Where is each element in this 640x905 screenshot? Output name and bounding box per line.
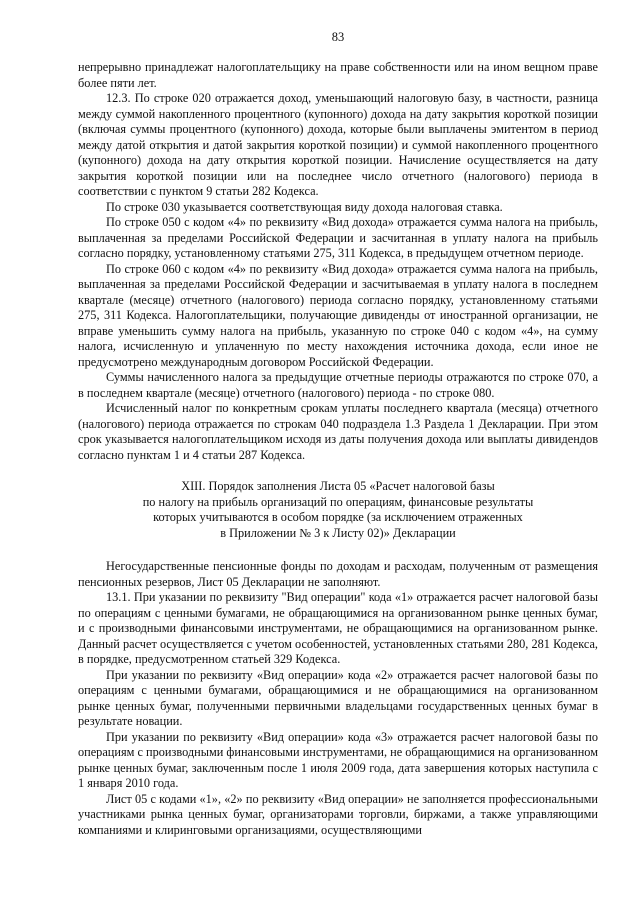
paragraph: 12.3. По строке 020 отражается доход, уменьшающий налоговую базу, в частности, разница между суммой накопленного процентного (купонного) дохода на дату закрытия короткой позиции (включая суммы процентного (купонного) дохода, которые были выплачены эмитентом в период между датой открытия и датой закрытия короткой позиции) и суммой накопленного процентного (купонного) дохода на дату открытия короткой позиции. Начисление осуществляется на дату закрытия короткой позиции или на последнее число отчетного (налогового) периода в соответствии с пунктом 9 статьи 282 Кодекса.	[78, 91, 598, 198]
section-heading-line: в Приложении № 3 к Листу 02)» Декларации	[220, 525, 456, 540]
paragraph: По строке 060 с кодом «4» по реквизиту «Вид дохода» отражается сумма налога на прибыль, выплаченная за пределами Российской Федерации и засчитываемая в уплату налога в последнем квартале (месяце) отчетного (налогового) периода согласно порядку, установленному статьями 275, 311 Кодекса. Налогоплательщики, получающие дивиденды от иностранной организации, не вправе уменьшить сумму налога на прибыль, указанную по строке 040 с кодом «4», на сумму налога, исчисленную и уплаченную по месту нахождения источника дохода, если иное не предусмотрено международным договором Российской Федерации.	[78, 261, 598, 369]
body-text-after	[78, 559, 598, 838]
section-heading-line: которых учитываются в особом порядке (за исключением отраженных	[153, 510, 523, 524]
paragraph-continuation: непрерывно принадлежат налогоплательщику на праве собственности или на ином вещном праве более пяти лет.	[78, 60, 598, 90]
paragraph: Суммы начисленного налога за предыдущие отчетные периоды отражаются по строке 070, а в последнем квартале (месяце) отчетного (налогового) периода - по строке 080.	[78, 370, 598, 400]
paragraph: 13.1. При указании по реквизиту "Вид операции" кода «1» отражается расчет налоговой базы по операциям с ценными бумагами, не обращающимися на организованном рынке ценных бумаг, и с производными финансовыми инструментами, не обращающимися на организованном рынке. Данный расчет осуществляется с учетом особенностей, установленных статьями 280, 281 Кодекса, в порядке, предусмотренном статьей 329 Кодекса.	[78, 590, 598, 666]
paragraph: По строке 050 с кодом «4» по реквизиту «Вид дохода» отражается сумма налога на прибыль, выплаченная за пределами Российской Федерации и засчитанная в уплату налога на прибыль согласно порядку, установленному статьями 275, 311 Кодекса, в предыдущем отчетном периоде.	[78, 215, 598, 260]
paragraph: Негосударственные пенсионные фонды по доходам и расходам, полученным от размещения пенсионных резервов, Лист 05 Декларации не заполняют.	[78, 559, 598, 589]
section-heading-line: XIII. Порядок заполнения Листа 05 «Расчет налоговой базы	[181, 479, 495, 493]
body-text-before	[78, 60, 598, 463]
page-number: 83	[331, 30, 345, 44]
paragraph: По строке 030 указывается соответствующая виду дохода налоговая ставка.	[106, 199, 503, 214]
paragraph: При указании по реквизиту «Вид операции» кода «3» отражается расчет налоговой базы по операциям с производными финансовыми инструментами, не обращающимися на организованном рынке ценных бумаг, заключенным после 1 июля 2009 года, дата завершения которых наступила с 1 января 2010 года.	[78, 729, 598, 790]
section-heading	[78, 479, 598, 541]
paragraph: Исчисленный налог по конкретным срокам уплаты последнего квартала (месяца) отчетного (налогового) периода отражается по строкам 040 подраздела 1.3 Раздела 1 Декларации. При этом срок указывается налогоплательщиком исходя из даты получения дохода или выплаты дивидендов согласно пунктам 1 и 4 статьи 287 Кодекса.	[78, 401, 598, 462]
section-heading-line: по налогу на прибыль организаций по операциям, финансовые результаты	[142, 494, 534, 509]
paragraph: Лист 05 с кодами «1», «2» по реквизиту «Вид операции» не заполняется профессиональными участниками рынка ценных бумаг, организаторами торговли, биржами, а также управляющими компаниями и клиринговыми организациями, осуществляющими	[78, 791, 598, 837]
paragraph: При указании по реквизиту «Вид операции» кода «2» отражается расчет налоговой базы по операциям с ценными бумагами, обращающимися и не обращающимися на организованном рынке ценных бумаг, полученными первичными владельцами государственных ценных бумаг в результате новации.	[78, 667, 598, 728]
